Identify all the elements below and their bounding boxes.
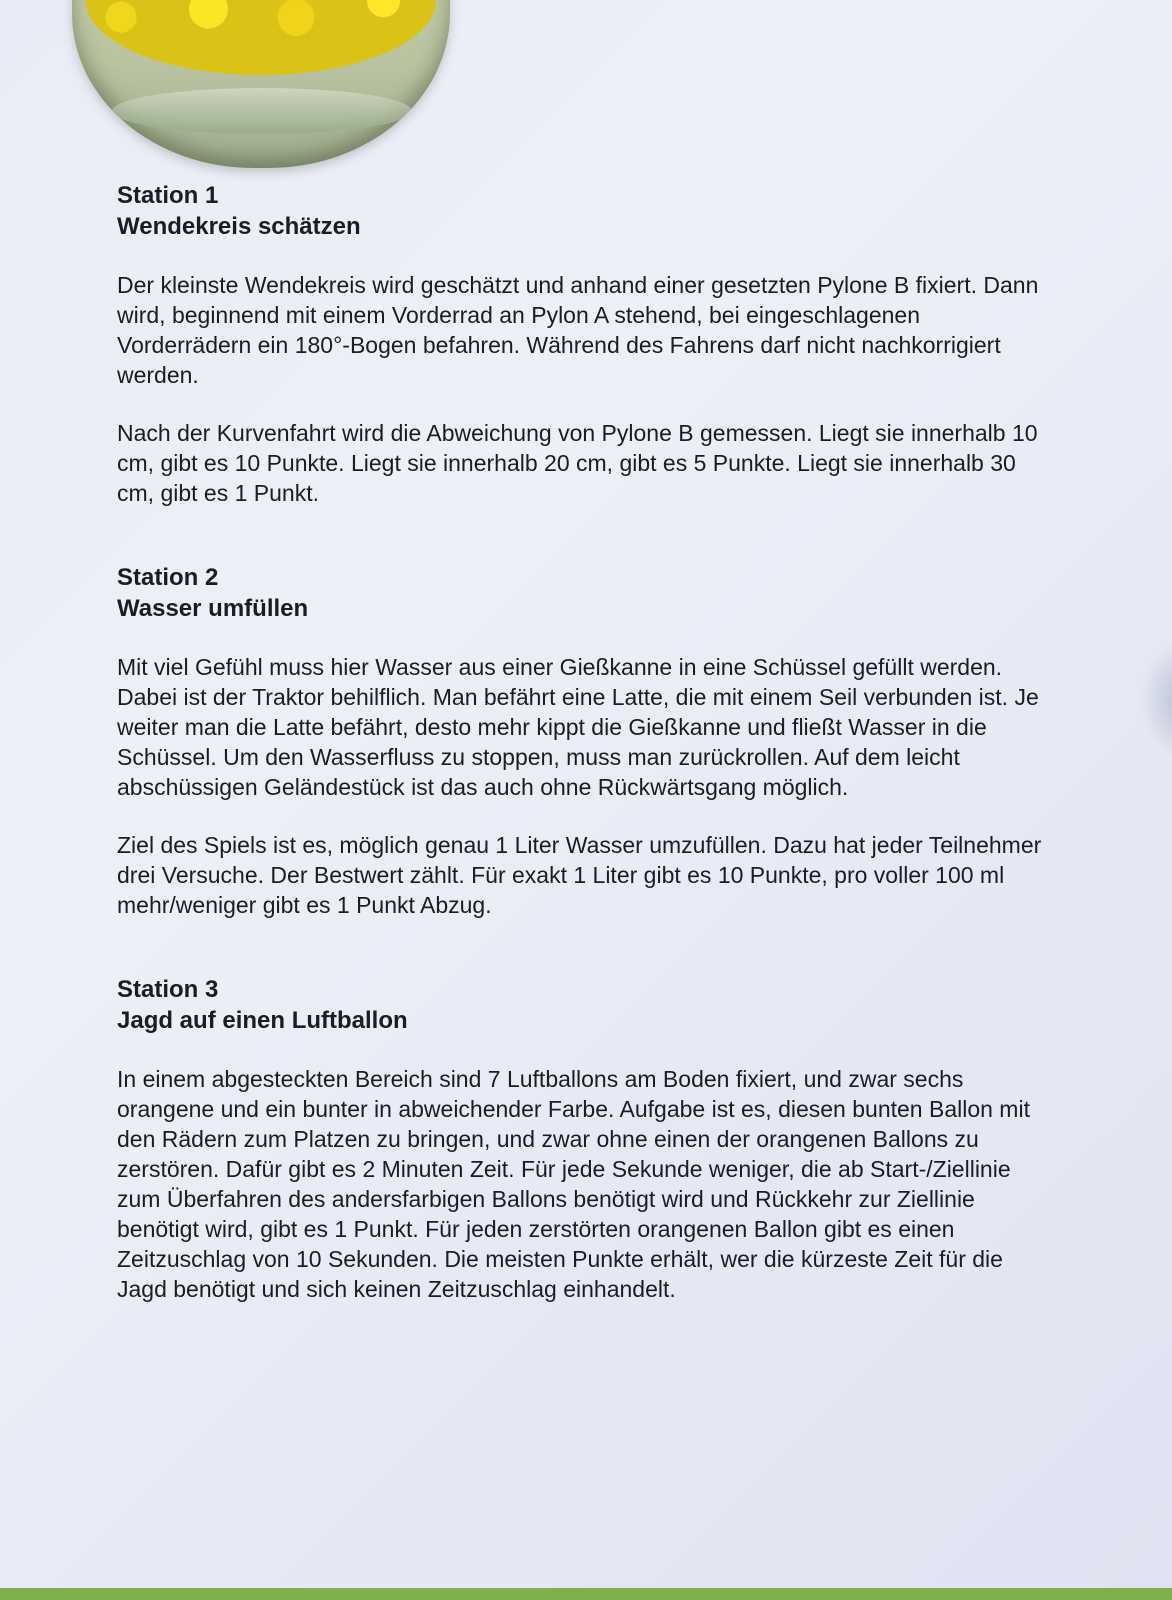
glass-base — [112, 88, 412, 134]
station-2-number: Station 2 — [117, 564, 219, 591]
station-1-paragraph-2: Nach der Kurvenfahrt wird die Abweichung von Pylone B gemessen. Liegt sie innerhalb 10 cm, gibt es 10 Punkte. Liegt sie innerhalb 20 cm, gibt es 5 Punkte. Liegt sie innerhalb 30 cm, gibt es 1 Punkt. — [117, 420, 1038, 506]
paper-fold-shadow — [1140, 640, 1172, 760]
station-2-title: Wasser umfüllen — [117, 595, 309, 622]
station-3-title: Jagd auf einen Luftballon — [117, 1007, 408, 1034]
station-3-paragraph-1: In einem abgesteckten Bereich sind 7 Luftballons am Boden fixiert, und zwar sechs orangene und ein bunter in abweichender Farbe. Aufgabe ist es, diesen bunten Ballon mit den Rädern zum Platzen zu bringen, und zwar ohne einen der orangenen Ballons zu zerstören. Dafür gibt es 2 Minuten Zeit. Für jede Sekunde weniger, die ab Start-/Ziellinie zum Überfahren des andersfarbigen Ballons benötigt wird und Rückkehr zur Ziellinie benötigt wird, gibt es 1 Punkt. Für jeden zerstörten orangenen Ballon gibt es einen Zeitzuschlag von 10 Sekunden. Die meisten Punkte erhält, wer die kürzeste Zeit für die Jagd benötigt und sich keinen Zeitzuschlag einhandelt. — [117, 1066, 1030, 1302]
station-2 — [117, 562, 1047, 920]
station-2-paragraph-1: Mit viel Gefühl muss hier Wasser aus einer Gießkanne in eine Schüssel gefüllt werden. Dabei ist der Traktor behilflich. Man befährt eine Latte, die mit einem Seil verbunden ist. Je weiter man die Latte befährt, desto mehr kippt die Gießkanne und fließt Wasser in die Schüssel. Um den Wasserfluss zu stoppen, muss man zurückrollen. Auf dem leicht abschüssigen Geländestück ist das auch ohne Rückwärtsgang möglich. — [117, 654, 1039, 800]
station-1-number: Station 1 — [117, 182, 219, 209]
station-3 — [117, 974, 1047, 1304]
station-1-title: Wendekreis schätzen — [117, 213, 361, 240]
yellow-contents — [86, 0, 436, 75]
station-1-paragraph-1: Der kleinste Wendekreis wird geschätzt und anhand einer gesetzten Pylone B fixiert. Dann wird, beginnend mit einem Vorderrad an Pylon A stehend, bei eingeschlagenen Vorderrädern ein 180°-Bogen befahren. Während des Fahrens darf nicht nachkorrigiert werden. — [117, 272, 1039, 388]
station-3-number: Station 3 — [117, 976, 219, 1003]
station-1 — [117, 180, 1047, 508]
station-2-paragraph-2: Ziel des Spiels ist es, möglich genau 1 Liter Wasser umzufüllen. Dazu hat jeder Teilnehmer drei Versuche. Der Bestwert zählt. Für exakt 1 Liter gibt es 10 Punkte, pro voller 100 ml mehr/weniger gibt es 1 Punkt Abzug. — [117, 832, 1042, 918]
glass-jar-photo — [72, 0, 450, 168]
document-body — [117, 180, 1047, 1304]
